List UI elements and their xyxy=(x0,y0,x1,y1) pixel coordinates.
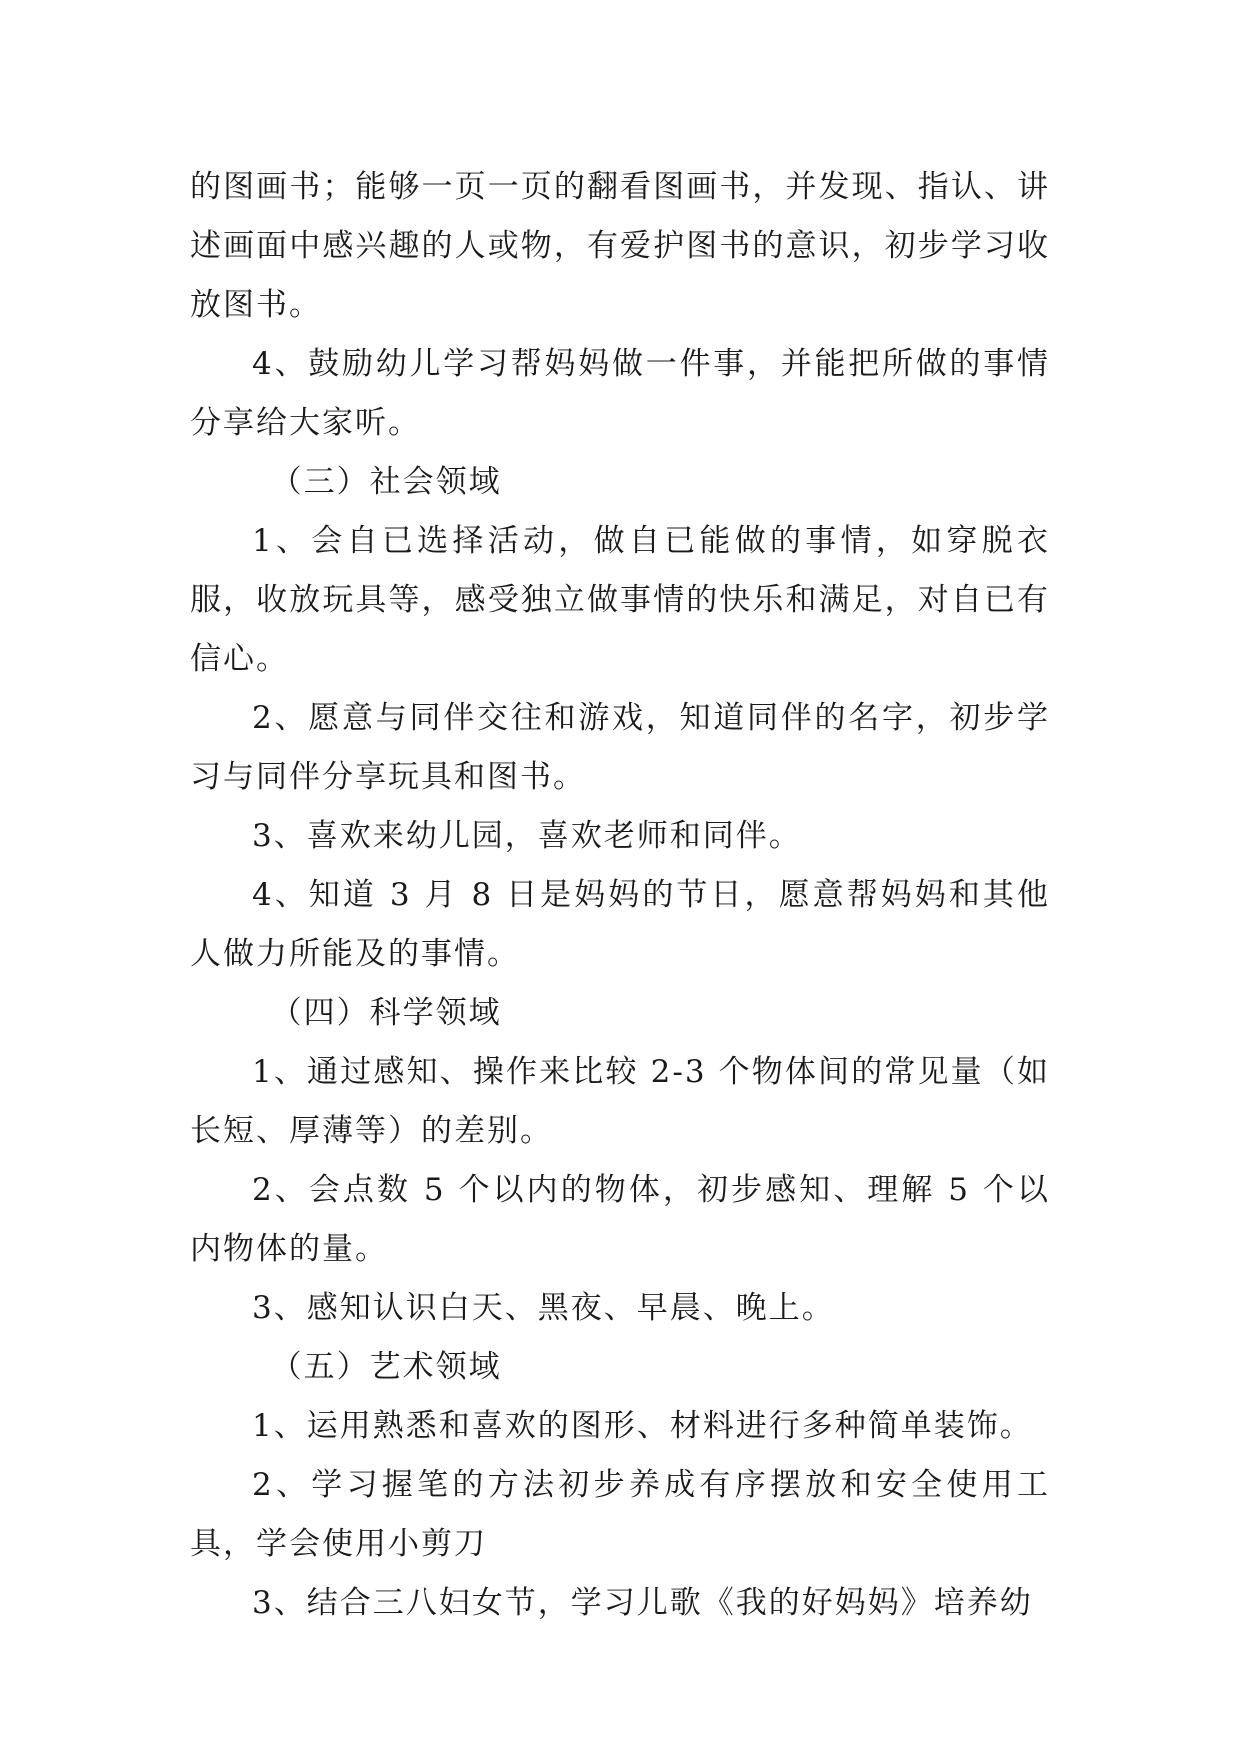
document-body xyxy=(190,158,1050,1633)
paragraph-social-1: 1、会自已选择活动，做自已能做的事情，如穿脱衣服，收放玩具等，感受独立做事情的快乐和满足，对自已有信心。 xyxy=(190,523,1050,677)
paragraph-help-mom: 4、鼓励幼儿学习帮妈妈做一件事，并能把所做的事情分享给大家听。 xyxy=(190,346,1050,441)
section-heading-art: （五）艺术领域 xyxy=(270,1349,502,1385)
section-heading-science: （四）科学领域 xyxy=(270,995,502,1031)
paragraph-social-4: 4、知道 3 月 8 日是妈妈的节日，愿意帮妈妈和其他人做力所能及的事情。 xyxy=(190,877,1050,972)
paragraph-art-1: 1、运用熟悉和喜欢的图形、材料进行多种简单装饰。 xyxy=(252,1408,1033,1444)
paragraph-social-2: 2、愿意与同伴交往和游戏，知道同伴的名字，初步学习与同伴分享玩具和图书。 xyxy=(190,700,1050,795)
paragraph-science-1: 1、通过感知、操作来比较 2-3 个物体间的常见量（如长短、厚薄等）的差别。 xyxy=(190,1054,1050,1149)
paragraph-art-3: 3、结合三八妇女节，学习儿歌《我的好妈妈》培养幼 xyxy=(252,1585,1033,1621)
paragraph-science-2: 2、会点数 5 个以内的物体，初步感知、理解 5 个以内物体的量。 xyxy=(190,1172,1050,1267)
paragraph-picture-books: 的图画书；能够一页一页的翻看图画书，并发现、指认、讲述画面中感兴趣的人或物，有爱护图书的意识，初步学习收放图书。 xyxy=(190,169,1050,323)
paragraph-art-2: 2、学习握笔的方法初步养成有序摆放和安全使用工具，学会使用小剪刀 xyxy=(190,1467,1050,1562)
paragraph-social-3: 3、喜欢来幼儿园，喜欢老师和同伴。 xyxy=(252,818,802,854)
paragraph-science-3: 3、感知认识白天、黑夜、早晨、晚上。 xyxy=(252,1290,835,1326)
section-heading-social: （三）社会领域 xyxy=(270,464,502,500)
